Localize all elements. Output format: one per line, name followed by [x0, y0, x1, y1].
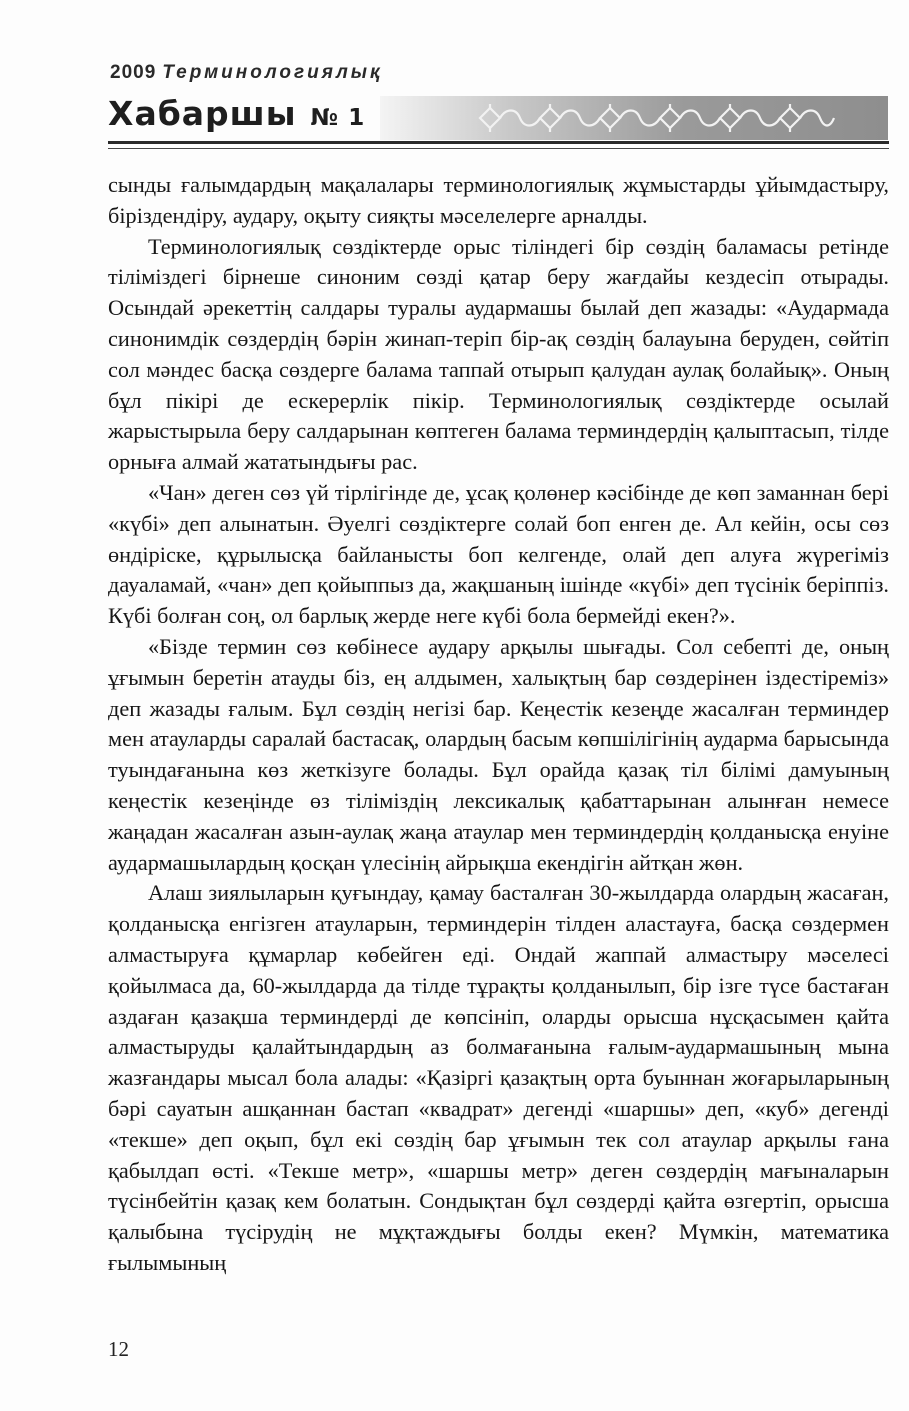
paragraph: Терминологиялық сөздіктерде орыс тіліндегі бір сөздің баламасы ретінде тіліміздегі бірнеше синоним сөзді қатар беру жағдайы кездесіп отырады. Осындай әрекеттің салдары туралы аудармашы былай деп жазады: «Аудармада синонимдік сөздердің бәрін жинап-теріп бір-ақ сөздің балауына беруден, сөйтіп сол мәндес басқа сөздерге балама таппай отырып қалудан аулақ болайық». Оның бұл пікірі де ескерерлік пікір. Терминологиялық сөздіктерде осылай жарыстырыла беру салдарынан көптеген балама терминдердің қалыптасып, тілде орнығa алмай жататындығы рас. — [108, 233, 889, 475]
header-title-line — [108, 94, 365, 133]
header-rule-thick — [108, 141, 889, 144]
body-text — [108, 170, 889, 1279]
paragraph: «Чан» деген сөз үй тірлігінде де, ұсақ қолөнер кәсібінде де көп заманнан бері «күбі» деп алынатын. Әуелгі сөздіктерге солай боп енген де. Ал кейін, осы сөз өндіріске, құрылысқа байланысты боп келгенде, олай деп алуға жүрегіміз дауаламай, «чан» деп қойыппыз да, жақшаның ішінде «күбі» деп түсінік беріппіз. Күбі болған соң, ол барлық жерде неге күбі бола бермейді екен?». — [108, 479, 889, 629]
header-italic-title: Терминологиялық — [162, 62, 383, 83]
header-year-line — [110, 62, 383, 84]
header-rule-thin — [108, 148, 889, 149]
header-issue-number: № 1 — [310, 105, 366, 131]
paragraph: «Бізде термин сөз көбінесе аудару арқылы шығады. Сол себепті де, оның ұғымын беретін атауды біз, ең алдымен, халықтың бар сөздерінен іздестіреміз» деп жазады ғалым. Бұл сөздің негізі бар. Кеңестік кезеңде жасалған терминдер мен атауларды саралай бастасақ, олардың басым көпшілігінің аударма барысында туындағанына көз жеткізуге болады. Бұл орайда қазақ тіл білімі дамуының кеңестік кезеңінде өз тіліміздің лексикалық қабаттарынан алынған немесе жаңадан жасалған азын-аулақ жаңа атаулар мен терминдердің қолданысқа енуіне аудармашылардың қосқан үлесінің айрықша екендігін айтқан жөн. — [108, 633, 889, 875]
paragraph: сынды ғалымдардың мақалалары терминологиялық жұмыстарды ұйымдастыру, біріздендіру, аудару, оқыту сияқты мәселелерге арналды. — [108, 172, 889, 228]
header-year: 2009 — [110, 62, 157, 83]
header-title: Хабаршы — [108, 94, 297, 133]
paragraph: Алаш зиялыларын қуғындау, қамау басталған 30-жылдарда олардың жасаған, қолданысқа енгізген атауларын, терминдерін тілден аластауға, басқа сөздермен алмастыруға құмарлар көбейген еді. Ондай жаппай алмастыру мәселесі қойылмаса да, 60-жылдарда да тілде тұрақты қолданылып, бір ізге түсе бастаған аздаған қазақша терминдерді де көпсініп, оларды орысша нұсқасымен қайта алмастыруды қалайтындардың аз болмағанына ғалым-аудармашының мына жазғандары мысал бола алады: «Қазіргі қазақтың орта буыннан жоғарыларының бәрі сауатын ашқаннан бастап «квадрат» дегенді «шаршы» деп, «куб» дегенді «текше» деп оқып, бұл екі сөздің бар ұғымын тек сол атаулар арқылы ғана қабылдап өсті. «Текше метр», «шаршы метр» деген сөздердің мағыналарын түсінбейтін қазақ кем болатын. Сондықтан бұл сөздерді қайта өзгертіп, орысша қалыбына түсірудің не мұқтаждығы болды екен? Мүмкін, математика ғылымының — [108, 880, 889, 1275]
kazakh-ornament-icon — [476, 100, 836, 136]
page-number: 12 — [108, 1337, 129, 1361]
